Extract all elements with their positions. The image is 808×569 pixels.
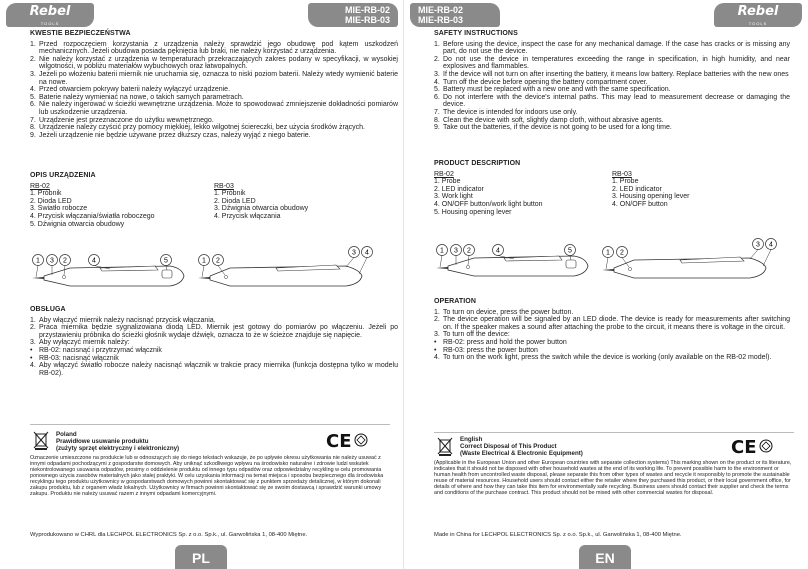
pl-safety-3: Jeżeli po włożeniu baterii miernik nie uruchamia się, oznacza to niski poziom baterii. Należy wtedy wymienić baterie na nowe. — [39, 70, 398, 86]
callout-4: 4 — [496, 247, 500, 255]
pl-op-title: OBSŁUGA — [30, 306, 66, 313]
pl-description-section — [30, 172, 398, 228]
en-safety-7: The device is intended for indoors use only. — [443, 108, 578, 116]
callout-1: 1 — [202, 257, 206, 265]
list-item: • RB-02: press and hold the power button — [434, 339, 790, 347]
en-safety-2: Do not use the device in temperatures exceeding the range in specification, in high humidity, and near explosives and flammables. — [443, 55, 790, 71]
divider — [434, 432, 794, 433]
en-safety-title: SAFETY INSTRUCTIONS — [434, 30, 518, 37]
en-safety-list — [434, 41, 790, 132]
list-item: 8. Clean the device with soft, slightly damp cloth, without abrasive agents. — [434, 117, 790, 125]
list-item: 6. Nie należy ingerować w ścieżki wewnętrzne urządzenia. Może to spowodować zmniejszenie dokładności pomiarów lub uszkodzenie urządzenia. — [30, 101, 398, 116]
pl-foot-title: Prawidłowe usuwanie produktu — [56, 437, 149, 445]
weee-bin-icon — [436, 436, 454, 456]
en-rb03-illustration — [600, 232, 782, 288]
model-code-2: MIE-RB-03 — [344, 15, 390, 25]
ce-mark-text: CE — [731, 437, 757, 456]
callout-1: 1 — [36, 257, 40, 265]
en-rb02-name: RB-02 — [434, 170, 454, 178]
list-item: 3. Aby wyłączyć miernik należy: — [30, 339, 398, 347]
list-item: 2. Dioda LED — [30, 197, 72, 205]
callout-4: 4 — [92, 257, 96, 265]
pl-safety-4: Przed otwarciem pokrywy baterii należy wyłączyć urządzenie. — [39, 86, 231, 94]
en-safety-3: If the device will not turn on after inserting the battery, it means low battery. Replace batteries with the new ones — [443, 70, 789, 78]
pl-rb02-illustration — [30, 246, 190, 296]
en-disposal-heading — [460, 437, 583, 457]
page-en — [404, 0, 808, 569]
pl-op-3b: RB-03: nacisnąć włącznik — [39, 354, 119, 362]
en-op-4: To turn on the work light, press the switch while the device is working (only available on the RB-02 model). — [443, 354, 772, 362]
en-safety-section — [434, 30, 790, 132]
pl-operation-section — [30, 306, 398, 377]
pl-foot-sub: (zużyty sprzęt elektryczny i elektroniczny) — [56, 444, 180, 452]
en-op-1: To turn on device, press the power button. — [443, 308, 574, 316]
en-safety-6: Do not interfere with the device's internal paths. This may lead to measurement decrease or damaging the device. — [443, 93, 790, 109]
callout-4: 4 — [365, 249, 369, 257]
list-item: 4. Przycisk włączania/światła roboczego — [30, 212, 155, 220]
en-safety-1: Before using the device, inspect the case for any mechanical damage. If the case has cracks or is missing any part, do not use the device. — [443, 40, 790, 56]
en-op-title: OPERATION — [434, 298, 476, 305]
en-safety-4: Turn off the device before opening the battery compartment cover. — [443, 78, 648, 86]
brand-logo — [714, 3, 802, 27]
list-item: 1. Before using the device, inspect the case for any mechanical damage. If the case has cracks or is missing any part, do not use the device. — [434, 40, 790, 56]
en-op-3b: RB-03: press the power button — [443, 346, 538, 354]
list-item: • RB-03: nacisnąć włącznik — [30, 355, 398, 363]
callout-4: 4 — [769, 241, 773, 249]
pl-safety-5: Baterie należy wymieniać na nowe, o takich samych parametrach. — [39, 93, 244, 101]
list-item: 4. Aby włączyć światło robocze należy nacisnąć włącznik w trakcie pracy miernika (funkcja dostępna tylko w modelu RB-02). — [30, 362, 398, 377]
list-item: 1. Aby włączyć miernik należy nacisnąć przycisk włączania. — [30, 317, 398, 325]
pl-op-3a: RB-02: nacisnąć i przytrzymać włącznik — [39, 346, 162, 354]
list-item: 3. Dźwignia otwarcia obudowy — [214, 205, 309, 213]
pl-safety-7: Urządzenie jest przeznaczone do użytku wewnętrznego. — [39, 116, 214, 124]
en-foot-title: Correct Disposal of This Product — [460, 442, 557, 450]
list-item: 1. Próbnik — [30, 190, 62, 198]
list-item: 4. Przed otwarciem pokrywy baterii należy wyłączyć urządzenie. — [30, 86, 398, 94]
en-foot-country: English — [460, 436, 483, 443]
en-disposal-text: (Applicable in the European Union and other European countries with separate collection systems) This marking shown on the product or its literature, indicates that it should not be disposed with other household wastes at the end of its working life. To prevent possible harm to the environment or human health from uncontrolled waste disposal, please separate this from other types of wastes and recycle it responsibly to promote the sustainable reuse of material resources. Household users should contact either the retailer where they purchased this product, or their local government office, for details of where and how they can take this item for environmentally safe recycling. Business users should contact their supplier and check the terms and conditions of the purchase contract. This product should not be mixed with other commercial wastes for disposal. — [434, 460, 792, 496]
model-code-box — [308, 3, 398, 27]
list-item: 2. Praca miernika będzie sygnalizowana diodą LED. Miernik jest gotowy do pomiarów po włączeniu. Jeżeli po przystawieniu próbnika do ścieżki głośnik wydaje dźwięk, oznacza to że w ścieżce znajduje się napięcie. — [30, 324, 398, 339]
list-item: 3. To turn off the device: — [434, 331, 790, 339]
list-item: 5. Dźwignia otwarcia obudowy — [30, 220, 125, 228]
list-item: 3. Work light — [434, 193, 473, 201]
pl-disposal-text: Oznaczenie umieszczone na produkcie lub w odnoszących się do niego tekstach wskazuje, że po upływie okresu użytkowania nie należy usuwać z innymi odpadami pochodzącymi z gospodarstw domowych. Aby uniknąć szkodliwego wpływu na środowisko naturalne i zdrowie ludzi wskutek niekontrolowanego usuwania odpadów, prosimy o oddzielenie produktu od innego typu odpadów oraz odpowiedzialny recykling w celu promowania ponownego użycia zasobów materialnych jako stałej praktyki. W celu uzyskania informacji na temat miejsca i sposobu bezpiecznego dla środowiska recyklingu tego produktu użytkownicy w gospodarstwach domowych powinni skontaktować się z punktem sprzedaży detalicznej, w którym dokonali zakupu produktu, lub z organem władz lokalnych. Użytkownicy w firmach powinni skontaktować się ze swoim dostawcą i sprawdzić warunki umowy zakupu. Produktu nie należy usuwać razem z innymi odpadami komercyjnymi. — [30, 455, 384, 497]
en-rb02-illustration — [434, 236, 594, 286]
en-description-section — [434, 160, 790, 216]
pl-rb03-illustration — [196, 240, 378, 296]
en-rb02-list — [434, 171, 612, 217]
model-code-1: MIE-RB-02 — [344, 5, 390, 15]
callout-2: 2 — [467, 247, 471, 255]
ce-mark-icon — [730, 436, 774, 456]
pl-safety-list — [30, 41, 398, 140]
pl-op-4: Aby włączyć światło robocze należy nacisnąć włącznik w trakcie pracy miernika (funkcja dostępna tylko w modelu RB-02). — [39, 362, 398, 377]
list-item: • RB-02: nacisnąć i przytrzymać włącznik — [30, 347, 398, 355]
lang-tab-pl: PL — [175, 545, 227, 569]
ce-mark-text: CE — [326, 431, 352, 450]
callout-1: 1 — [606, 249, 610, 257]
callout-5: 5 — [164, 257, 168, 265]
divider — [30, 424, 390, 425]
lang-tab-en: EN — [579, 545, 631, 569]
model-code-1: MIE-RB-02 — [418, 5, 464, 15]
brand-logo-sub: TOOLS — [748, 21, 768, 26]
pl-disposal-heading — [56, 432, 179, 452]
callout-1: 1 — [440, 247, 444, 255]
en-op-3a: RB-02: press and hold the power button — [443, 338, 567, 346]
pl-rb02-list — [30, 183, 214, 229]
pl-safety-6: Nie należy ingerować w ścieżki wewnętrzne urządzenia. Może to spowodować zmniejszenie dokładności pomiarów lub uszkodzenie urządzenia. — [39, 101, 398, 116]
list-item: 7. Urządzenie jest przeznaczone do użytku wewnętrznego. — [30, 117, 398, 125]
callout-5: 5 — [568, 247, 572, 255]
list-item: 9. Jeżeli urządzenie nie będzie używane przez dłuższy czas, należy wyjąć z niego baterie. — [30, 132, 398, 140]
en-operation-section — [434, 298, 790, 362]
en-op-2: The device operation will be signaled by an LED diode. The device is ready for measurements after switching on. If the speaker makes a sound after attaching the probe to the circuit, it means there is voltage in the circuit. — [443, 316, 790, 331]
callout-3: 3 — [50, 257, 54, 265]
probe-tip — [198, 277, 210, 279]
list-item: 4. ON/OFF button — [612, 200, 668, 208]
pl-rb03-name: RB-03 — [214, 182, 234, 190]
pl-foot-country: Poland — [56, 431, 77, 438]
callout-2: 2 — [216, 257, 220, 265]
list-item: 3. If the device will not turn on after inserting the battery, it means low battery. Replace batteries with the new ones — [434, 70, 789, 78]
en-op-3: To turn off the device: — [443, 331, 510, 339]
pl-op-1: Aby włączyć miernik należy nacisnąć przycisk włączania. — [39, 316, 216, 324]
pl-rb02-name: RB-02 — [30, 182, 50, 190]
model-code-2: MIE-RB-03 — [418, 15, 464, 25]
model-code-box — [410, 3, 500, 27]
callout-2: 2 — [63, 257, 67, 265]
ce-mark-icon — [325, 430, 369, 450]
en-rb03-list — [612, 171, 790, 217]
list-item: 4. Turn off the device before opening the battery compartment cover. — [434, 79, 790, 87]
list-item: 4. Przycisk włączania — [214, 212, 281, 220]
list-item: • RB-03: press the power button — [434, 347, 790, 355]
pl-op-3: Aby wyłączyć miernik należy: — [39, 339, 130, 347]
list-item: 1. Probe — [434, 178, 461, 186]
callout-3: 3 — [756, 241, 760, 249]
list-item: 1. Próbnik — [214, 190, 246, 198]
probe-tip — [602, 269, 614, 271]
en-safety-8: Clean the device with soft, slightly damp cloth, without abrasive agents. — [443, 116, 664, 124]
pl-safety-9: Jeżeli urządzenie nie będzie używane przez dłuższy czas, należy wyjąć z niego baterie. — [39, 131, 311, 139]
list-item: 2. LED indicator — [434, 185, 484, 193]
brand-logo-text: Rebel — [29, 4, 71, 19]
probe-tip — [436, 267, 448, 269]
list-item: 2. LED indicator — [612, 185, 662, 193]
pl-op-2: Praca miernika będzie sygnalizowana diodą LED. Miernik jest gotowy do pomiarów po włączeniu. Jeżeli po przystawieniu próbnika do ścieżki głośnik wydaje dźwięk, oznacza to że w ścieżce znajduje się napięcie. — [39, 324, 398, 339]
list-item: 4. ON/OFF button/work light button — [434, 200, 543, 208]
list-item: 2. Nie należy korzystać z urządzenia w temperaturach przekraczających zakres podany w specyfikacji, w wysokiej wilgotności, w pobliżu materiałów wybuchowych oraz łatwopalnych. — [30, 55, 398, 71]
list-item: 1. Probe — [612, 178, 639, 186]
list-item: 9. Take out the batteries, if the device is not going to be used for a long time. — [434, 124, 790, 132]
list-item: 8. Urządzenie należy czyścić przy pomocy miękkiej, lekko wilgotnej ściereczki, bez użycia środków żrących. — [30, 124, 398, 132]
brand-logo — [6, 3, 94, 27]
list-item: 2. Do not use the device in temperatures exceeding the range in specification, in high humidity, and near explosives and flammables. — [434, 55, 790, 71]
list-item: 7. The device is intended for indoors use only. — [434, 109, 790, 117]
pl-safety-section — [30, 30, 398, 139]
weee-bin-icon — [32, 430, 50, 450]
list-item: 3. Housing opening lever — [612, 193, 690, 201]
list-item: 3. Światło robocze — [30, 205, 88, 213]
pl-safety-8: Urządzenie należy czyścić przy pomocy miękkiej, lekko wilgotnej ściereczki, bez użycia środków żrących. — [39, 124, 366, 132]
en-made-in: Made in China for LECHPOL ELECTRONICS Sp. z o.o. Sp.k., ul. Garwolińska 1, 08-400 Miętne. — [434, 532, 682, 538]
brand-logo-sub: TOOLS — [40, 21, 60, 26]
list-item: 2. Dioda LED — [214, 197, 256, 205]
pl-desc-title: OPIS URZĄDZENIA — [30, 172, 96, 179]
pl-safety-1: Przed rozpoczęciem korzystania z urządzenia należy sprawdzić jego obudowę pod kątem uszkodzeń mechanicznych. Jeżeli obudowa posiada pęknięcia lub braki, nie należy korzystać z urządzenia. — [39, 40, 398, 56]
list-item: 4. To turn on the work light, press the switch while the device is working (only available on the RB-02 model). — [434, 354, 790, 362]
en-rb03-name: RB-03 — [612, 170, 632, 178]
pl-safety-title: KWESTIE BEZPIECZEŃSTWA — [30, 30, 131, 37]
page-fold-line — [403, 0, 404, 569]
list-item: 2. The device operation will be signaled by an LED diode. The device is ready for measurements after switching on. If the speaker makes a sound after attaching the probe to the circuit, it means there is voltage in the circuit. — [434, 316, 790, 331]
callout-3: 3 — [454, 247, 458, 255]
en-safety-5: Battery must be replaced with a new one and with the same specification. — [443, 86, 671, 94]
list-item: 5. Baterie należy wymieniać na nowe, o takich samych parametrach. — [30, 94, 398, 102]
pl-rb03-list — [214, 183, 398, 229]
brand-logo-text: Rebel — [737, 4, 779, 19]
list-item: 5. Battery must be replaced with a new one and with the same specification. — [434, 86, 790, 94]
en-desc-title: PRODUCT DESCRIPTION — [434, 160, 521, 167]
en-foot-sub: (Waste Electrical & Electronic Equipment) — [460, 449, 583, 457]
list-item: 3. Jeżeli po włożeniu baterii miernik nie uruchamia się, oznacza to niski poziom baterii. Należy wtedy wymienić baterie na nowe. — [30, 70, 398, 86]
pl-safety-2: Nie należy korzystać z urządzenia w temperaturach przekraczających zakres podany w specyfikacji, w wysokiej wilgotności, w pobliżu materiałów wybuchowych oraz łatwopalnych. — [39, 55, 398, 71]
probe-tip — [32, 277, 44, 279]
list-item: 5. Housing opening lever — [434, 208, 512, 216]
list-item: 6. Do not interfere with the device's internal paths. This may lead to measurement decrease or damaging the device. — [434, 93, 790, 109]
callout-3: 3 — [352, 249, 356, 257]
en-safety-9: Take out the batteries, if the device is not going to be used for a long time. — [443, 124, 672, 132]
callout-2: 2 — [620, 249, 624, 257]
pl-made-in: Wyprodukowano w CHRL dla LECHPOL ELECTRONICS Sp. z o.o. Sp.k., ul. Garwolińska 1, 08-400 Miętne. — [30, 532, 308, 538]
list-item: 1. Przed rozpoczęciem korzystania z urządzenia należy sprawdzić jego obudowę pod kątem uszkodzeń mechanicznych. Jeżeli obudowa posiada pęknięcia lub braki, nie należy korzystać z urządzenia. — [30, 40, 398, 56]
list-item: 1. To turn on device, press the power button. — [434, 309, 790, 317]
